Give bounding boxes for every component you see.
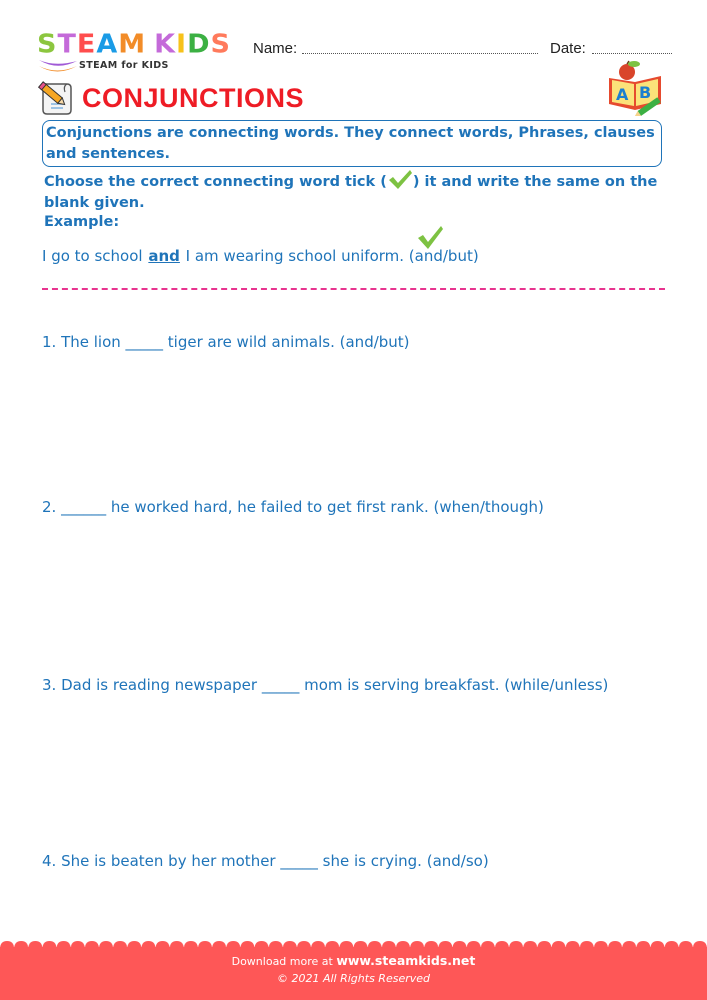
logo-letter: S (37, 29, 58, 60)
question-3: 3. Dad is reading newspaper _____ mom is serving breakfast. (while/unless) (42, 676, 609, 694)
example-answer: and (148, 247, 180, 265)
steam-kids-logo (37, 30, 237, 75)
logo-letter: S (210, 29, 231, 60)
instruction-part-2: ) it and write the same on the blank given. (44, 174, 658, 211)
definition-text: Conjunctions are connecting words. They connect words, Phrases, clauses and sentences. (46, 125, 655, 162)
footer-download-prefix: Download more at (231, 955, 337, 968)
logo-letter: T (57, 29, 77, 60)
svg-text:B: B (639, 83, 652, 102)
abc-book-icon (605, 60, 667, 116)
date-field[interactable] (592, 53, 672, 54)
example-after: I am wearing school uniform. (and/but) (180, 247, 479, 265)
page-title: CONJUNCTIONS (82, 83, 305, 113)
question-2: 2. ______ he worked hard, he failed to get first rank. (when/though) (42, 498, 544, 516)
footer-copyright: © 2021 All Rights Reserved (276, 972, 430, 985)
name-field[interactable] (302, 53, 538, 54)
logo-letter: M (118, 29, 147, 60)
pencil-paper-icon (37, 80, 75, 116)
logo-letter: E (76, 29, 97, 60)
instruction-text (44, 168, 664, 214)
dashed-divider (42, 288, 665, 290)
svg-text:A: A (616, 85, 629, 104)
footer-download (0, 953, 707, 968)
logo-wordmark (37, 30, 231, 60)
example-label: Example: (44, 214, 120, 230)
name-label: Name: (253, 40, 298, 57)
example-sentence (42, 247, 479, 265)
footer-url-link[interactable]: www.steamkids.net (336, 953, 476, 968)
logo-letter: D (187, 29, 211, 60)
logo-letter: K (154, 29, 177, 60)
logo-letter: A (96, 29, 119, 60)
logo-letter: I (176, 29, 188, 60)
example-before: I go to school (42, 247, 148, 265)
date-label: Date: (550, 40, 586, 57)
checkmark-icon (387, 168, 413, 190)
question-4: 4. She is beaten by her mother _____ she is crying. (and/so) (42, 852, 489, 870)
instruction-part-1: Choose the correct connecting word tick ( (44, 174, 387, 190)
logo-swoosh-icon (37, 57, 79, 75)
question-1: 1. The lion _____ tiger are wild animals. (and/but) (42, 333, 410, 351)
logo-tagline: STEAM for KIDS (79, 60, 169, 71)
